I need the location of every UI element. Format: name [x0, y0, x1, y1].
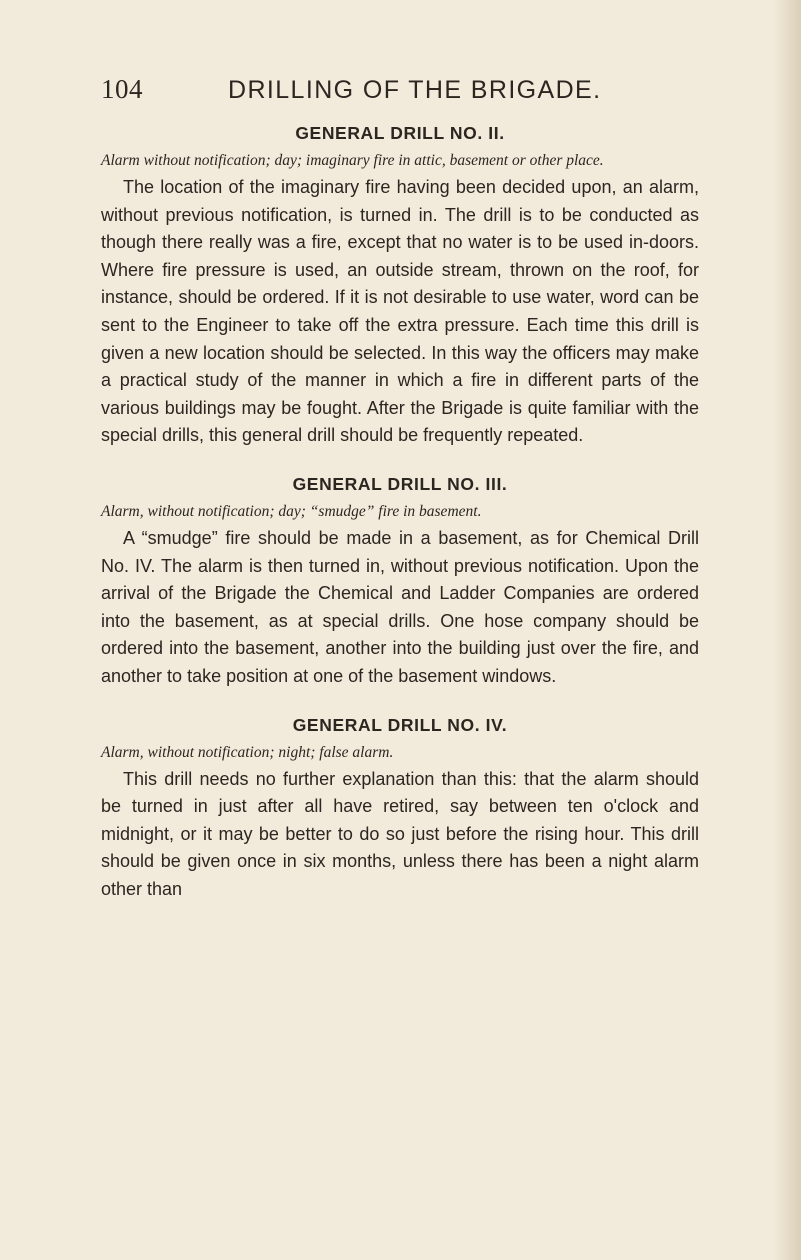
page-edge-shadow [773, 0, 801, 1260]
section-subtitle: Alarm, without notification; day; “smudge” fire in basement. [101, 502, 482, 520]
section-title: GENERAL DRILL NO. III. [292, 473, 508, 494]
section-general-drill-3 [101, 473, 699, 691]
running-head: DRILLING OF THE BRIGADE. [228, 76, 602, 104]
section-paragraph: A “smudge” fire should be made in a basement, as for Chemical Drill No. IV. The alarm is then turned in, without previous notification. Upon the arrival of the Brigade the Chemical and Ladder Companies are ordered into the basement, as at special drills. One hose company should be ordered into the basement, another into the building just over the fire, and another to take position at one of the basement windows. [101, 527, 699, 686]
section-general-drill-4 [101, 714, 699, 904]
page-header [101, 74, 701, 114]
section-subtitle: Alarm without notification; day; imaginary fire in attic, basement or other place. [101, 152, 604, 169]
section-title: GENERAL DRILL NO. IV. [292, 714, 508, 735]
section-title: GENERAL DRILL NO. II. [295, 123, 505, 143]
section-general-drill-2 [101, 122, 699, 450]
page-number: 104 [101, 74, 143, 104]
section-subtitle: Alarm, without notification; night; false alarm. [101, 743, 394, 761]
section-paragraph: The location of the imaginary fire having been decided upon, an alarm, without previous notification, is turned in. The drill is to be conducted as though there really was a fire, except that no water is to be used in-doors. Where fire pressure is used, an outside stream, thrown on the roof, for instance, should be ordered. If it is not desirable to use water, word can be sent to the Engineer to take off the extra pressure. Each time this drill is given a new location should be selected. In this way the officers may make a practical study of the manner in which a fire in different parts of the various buildings may be fought. After the Brigade is quite familiar with the special drills, this general drill should be frequently repeated. [101, 177, 699, 446]
page-body [101, 122, 699, 903]
section-paragraph: This drill needs no further explanation than this: that the alarm should be turned in just after all have retired, say between ten o'clock and midnight, or it may be better to do so just before the rising hour. This drill should be given once in six months, unless there has been a night alarm other than [101, 768, 699, 899]
